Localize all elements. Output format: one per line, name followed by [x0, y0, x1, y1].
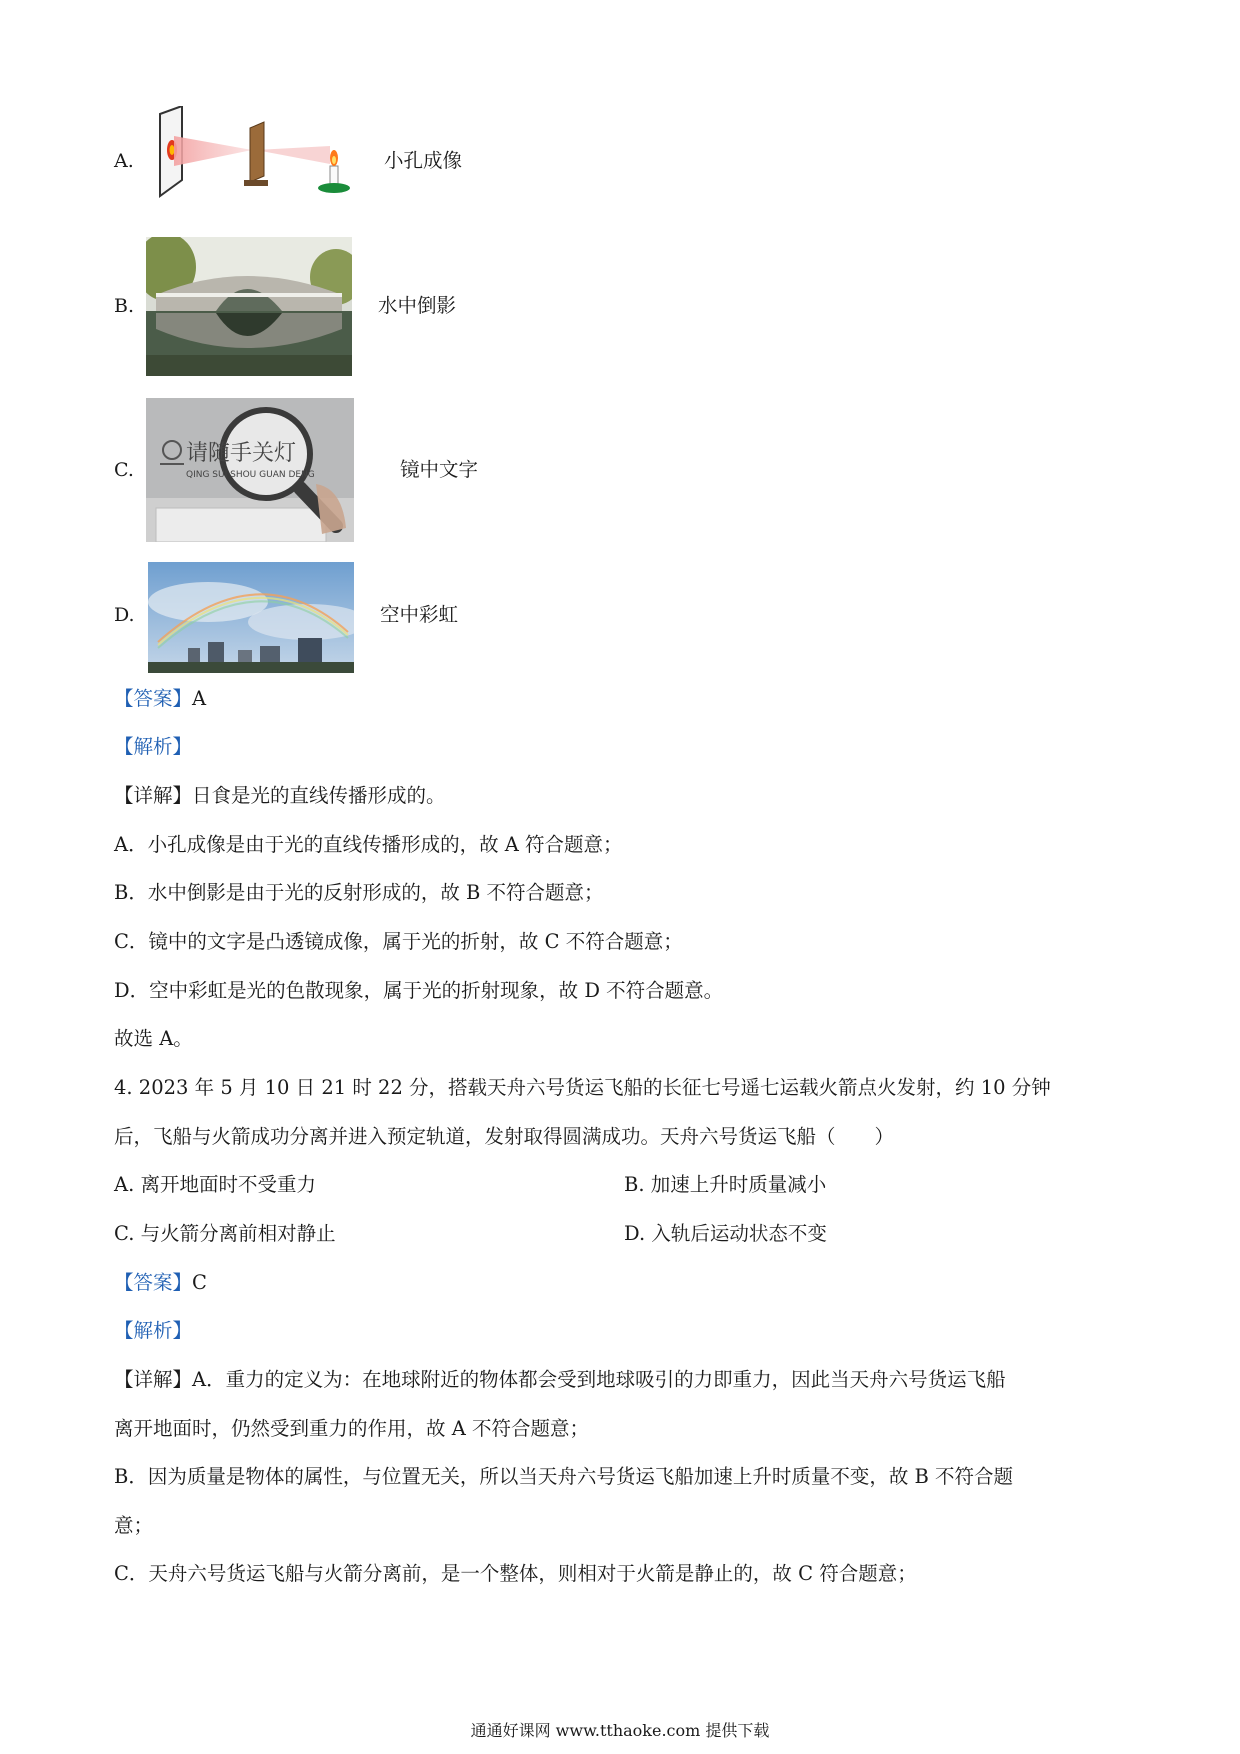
q4-option-c	[114, 1219, 336, 1249]
q4-option-b-letter: B.	[624, 1173, 645, 1196]
detail-text: 日食是光的直线传播形成的。	[192, 784, 446, 807]
answer-value: A	[192, 687, 207, 710]
q4-option-d-text: 入轨后运动状态不变	[651, 1222, 827, 1245]
sign-small-text: QING SUI SHOU GUAN DENG	[186, 470, 315, 480]
q3-answer-line	[114, 684, 206, 714]
q4-detail-text: A．重力的定义为：在地球附近的物体都会受到地球吸引的力即重力，因此当天舟六号货运飞船	[192, 1368, 1006, 1391]
q4-detail-line1	[114, 1365, 1006, 1395]
bridge-reflection-photo	[146, 237, 352, 376]
q3-explanation-d: D．空中彩虹是光的色散现象，属于光的折射现象，故 D 不符合题意。	[114, 979, 724, 1002]
q4-option-a-letter: A.	[114, 1173, 135, 1196]
option-a-letter: A.	[114, 150, 134, 172]
q4-detail-line3: B．因为质量是物体的属性，与位置无关，所以当天舟六号货运飞船加速上升时质量不变，故 B 不符合题	[114, 1465, 1014, 1488]
q4-option-c-letter: C.	[114, 1222, 135, 1245]
q4-answer-value: C	[192, 1271, 207, 1294]
q4-answer-line	[114, 1268, 207, 1298]
q4-analysis-tag: 【解析】	[114, 1319, 193, 1342]
footer-watermark: 通通好课网 www.tthaoke.com 提供下载	[470, 1721, 770, 1740]
answer-tag: 【答案】	[114, 687, 193, 710]
q3-explanation-c: C．镜中的文字是凸透镜成像，属于光的折射，故 C 不符合题意；	[114, 930, 683, 953]
magnifier-text-photo	[146, 398, 354, 542]
q3-conclusion: 故选 A。	[114, 1027, 193, 1050]
detail-tag: 【详解】	[114, 784, 193, 807]
q3-detail-line	[114, 781, 446, 811]
q4-detail-line5: C．天舟六号货运飞船与火箭分离前，是一个整体，则相对于火箭是静止的，故 C 符合题意；	[114, 1562, 917, 1585]
option-d-caption: 空中彩虹	[380, 603, 459, 626]
q4-detail-line4: 意；	[114, 1514, 154, 1537]
option-c-caption: 镜中文字	[400, 458, 479, 481]
q4-stem-line2: 后，飞船与火箭成功分离并进入预定轨道，发射取得圆满成功。天舟六号货运飞船（ ）	[114, 1125, 895, 1148]
sign-main-text: 请随手关灯	[186, 441, 297, 466]
q4-option-c-text: 与火箭分离前相对静止	[140, 1222, 336, 1245]
q4-answer-tag: 【答案】	[114, 1271, 193, 1294]
option-d-letter: D.	[114, 604, 135, 626]
pinhole-imaging-diagram	[152, 106, 362, 202]
option-c-letter: C.	[114, 459, 134, 481]
q4-option-d-letter: D.	[624, 1222, 646, 1245]
q4-option-a	[114, 1170, 316, 1200]
option-b-letter: B.	[114, 295, 135, 317]
q4-detail-tag: 【详解】	[114, 1368, 193, 1391]
q4-detail-line2: 离开地面时，仍然受到重力的作用，故 A 不符合题意；	[114, 1417, 589, 1440]
q3-explanation-b: B．水中倒影是由于光的反射形成的，故 B 不符合题意；	[114, 881, 604, 904]
q4-option-a-text: 离开地面时不受重力	[140, 1173, 316, 1196]
q4-option-b	[624, 1170, 826, 1200]
analysis-tag: 【解析】	[114, 735, 193, 758]
rainbow-photo	[148, 562, 354, 673]
q3-explanation-a: A．小孔成像是由于光的直线传播形成的，故 A 符合题意；	[114, 833, 623, 856]
q4-option-b-text: 加速上升时质量减小	[650, 1173, 827, 1196]
q4-stem-line1: 4. 2023 年 5 月 10 日 21 时 22 分，搭载天舟六号货运飞船的长征七号遥七运载火箭点火发射，约 10 分钟	[114, 1076, 1051, 1099]
option-a-caption: 小孔成像	[384, 149, 463, 172]
q4-option-d	[624, 1219, 827, 1249]
option-b-caption: 水中倒影	[378, 294, 457, 317]
